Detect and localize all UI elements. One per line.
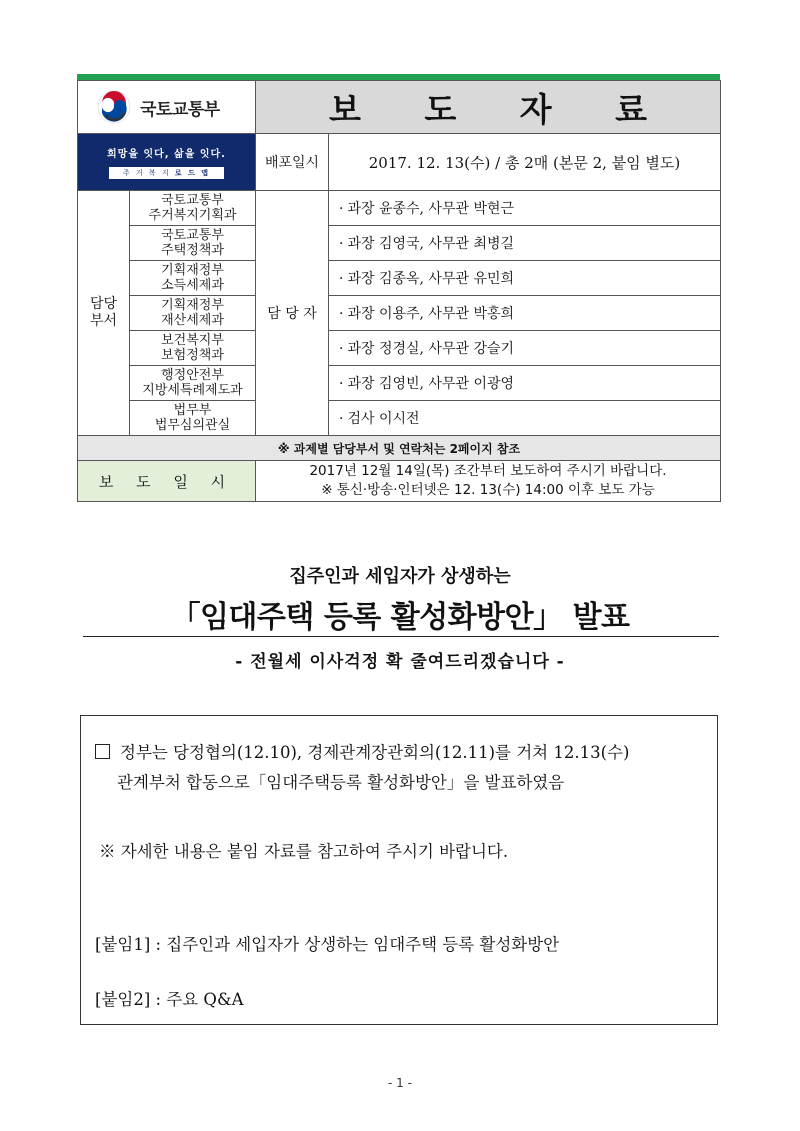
slogan-sub [109, 167, 224, 179]
release-line2: ※ 통신·방송·인터넷은 12. 13(수) 14:00 이후 보도 가능 [321, 482, 655, 498]
distribution-value: 2017. 12. 13(수) / 총 2매 (본문 2, 붙임 별도) [329, 134, 721, 191]
person-label: 담 당 자 [256, 191, 329, 436]
dept-name: 보건복지부 보험정책과 [130, 331, 256, 366]
contact-person: · 과장 이용주, 사무관 박홍희 [329, 296, 721, 331]
slogan-main: 희망을 잇다, 삶을 잇다. [107, 149, 226, 160]
dept-name: 법무부 법무심의관실 [130, 401, 256, 436]
contact-person: · 과장 김종옥, 사무관 유민희 [329, 261, 721, 296]
headline-bottom: - 전월세 이사걱정 확 줄여드리겠습니다 - [235, 652, 565, 672]
body-box [80, 715, 718, 1025]
press-release-info-table [77, 80, 721, 502]
dept-name: 기획재정부 소득세제과 [130, 261, 256, 296]
slogan-banner [78, 134, 256, 191]
checkbox-bullet-icon [95, 744, 110, 759]
body-paragraph-1-line2: 관계부처 합동으로「임대주택등록 활성화방안」을 발표하였음 [117, 773, 565, 792]
headline-top: 집주인과 세입자가 상생하는 [289, 566, 511, 587]
dept-name: 행정안전부 지방세특례제도과 [130, 366, 256, 401]
ministry-logo-cell [78, 81, 256, 134]
slogan-sub-right: 로 드 맵 [174, 169, 211, 177]
ministry-name: 국토교통부 [140, 99, 220, 120]
contact-note: ※ 과제별 담당부서 및 연락처는 2페이지 참조 [78, 436, 721, 461]
contact-person: · 과장 정경실, 사무관 강슬기 [329, 331, 721, 366]
contact-person: · 과장 김영국, 사무관 최병길 [329, 226, 721, 261]
dept-label: 담당 부서 [78, 191, 130, 436]
taegeuk-logo-icon [96, 89, 132, 125]
press-release-title: 보 도 자 료 [329, 89, 673, 129]
contact-person: · 검사 이시전 [329, 401, 721, 436]
title-cell [256, 81, 721, 134]
release-info [256, 461, 721, 502]
body-paragraph-1: 정부는 당정협의(12.10), 경제관계장관회의(12.11)를 거쳐 12.13(수) 관계부처 합동으로「임대주택등록 활성화방안」을 발표하였음 [95, 738, 711, 798]
contact-person: · 과장 김영빈, 사무관 이광영 [329, 366, 721, 401]
slogan-sub-left: 주 거 복 지 [122, 169, 171, 177]
contact-person: · 과장 윤종수, 사무관 박현근 [329, 191, 721, 226]
headline-main: 「임대주택 등록 활성화방안」 발표 [170, 600, 630, 635]
attachment-2: [붙임2] : 주요 Q&A [95, 990, 244, 1009]
distribution-label: 배포일시 [256, 134, 329, 191]
headline-rule [83, 636, 719, 637]
release-label: 보 도 일 시 [78, 461, 256, 502]
dept-name: 국토교통부 주거복지기획과 [130, 191, 256, 226]
body-paragraph-2: ※ 자세한 내용은 붙임 자료를 참고하여 주시기 바랍니다. [99, 842, 509, 861]
release-line1: 2017년 12월 14일(목) 조간부터 보도하여 주시기 바랍니다. [309, 463, 667, 479]
page-number: - 1 - [388, 1076, 412, 1090]
attachment-1: [붙임1] : 집주인과 세입자가 상생하는 임대주택 등록 활성화방안 [95, 935, 560, 954]
dept-name: 기획재정부 재산세제과 [130, 296, 256, 331]
dept-name: 국토교통부 주택정책과 [130, 226, 256, 261]
